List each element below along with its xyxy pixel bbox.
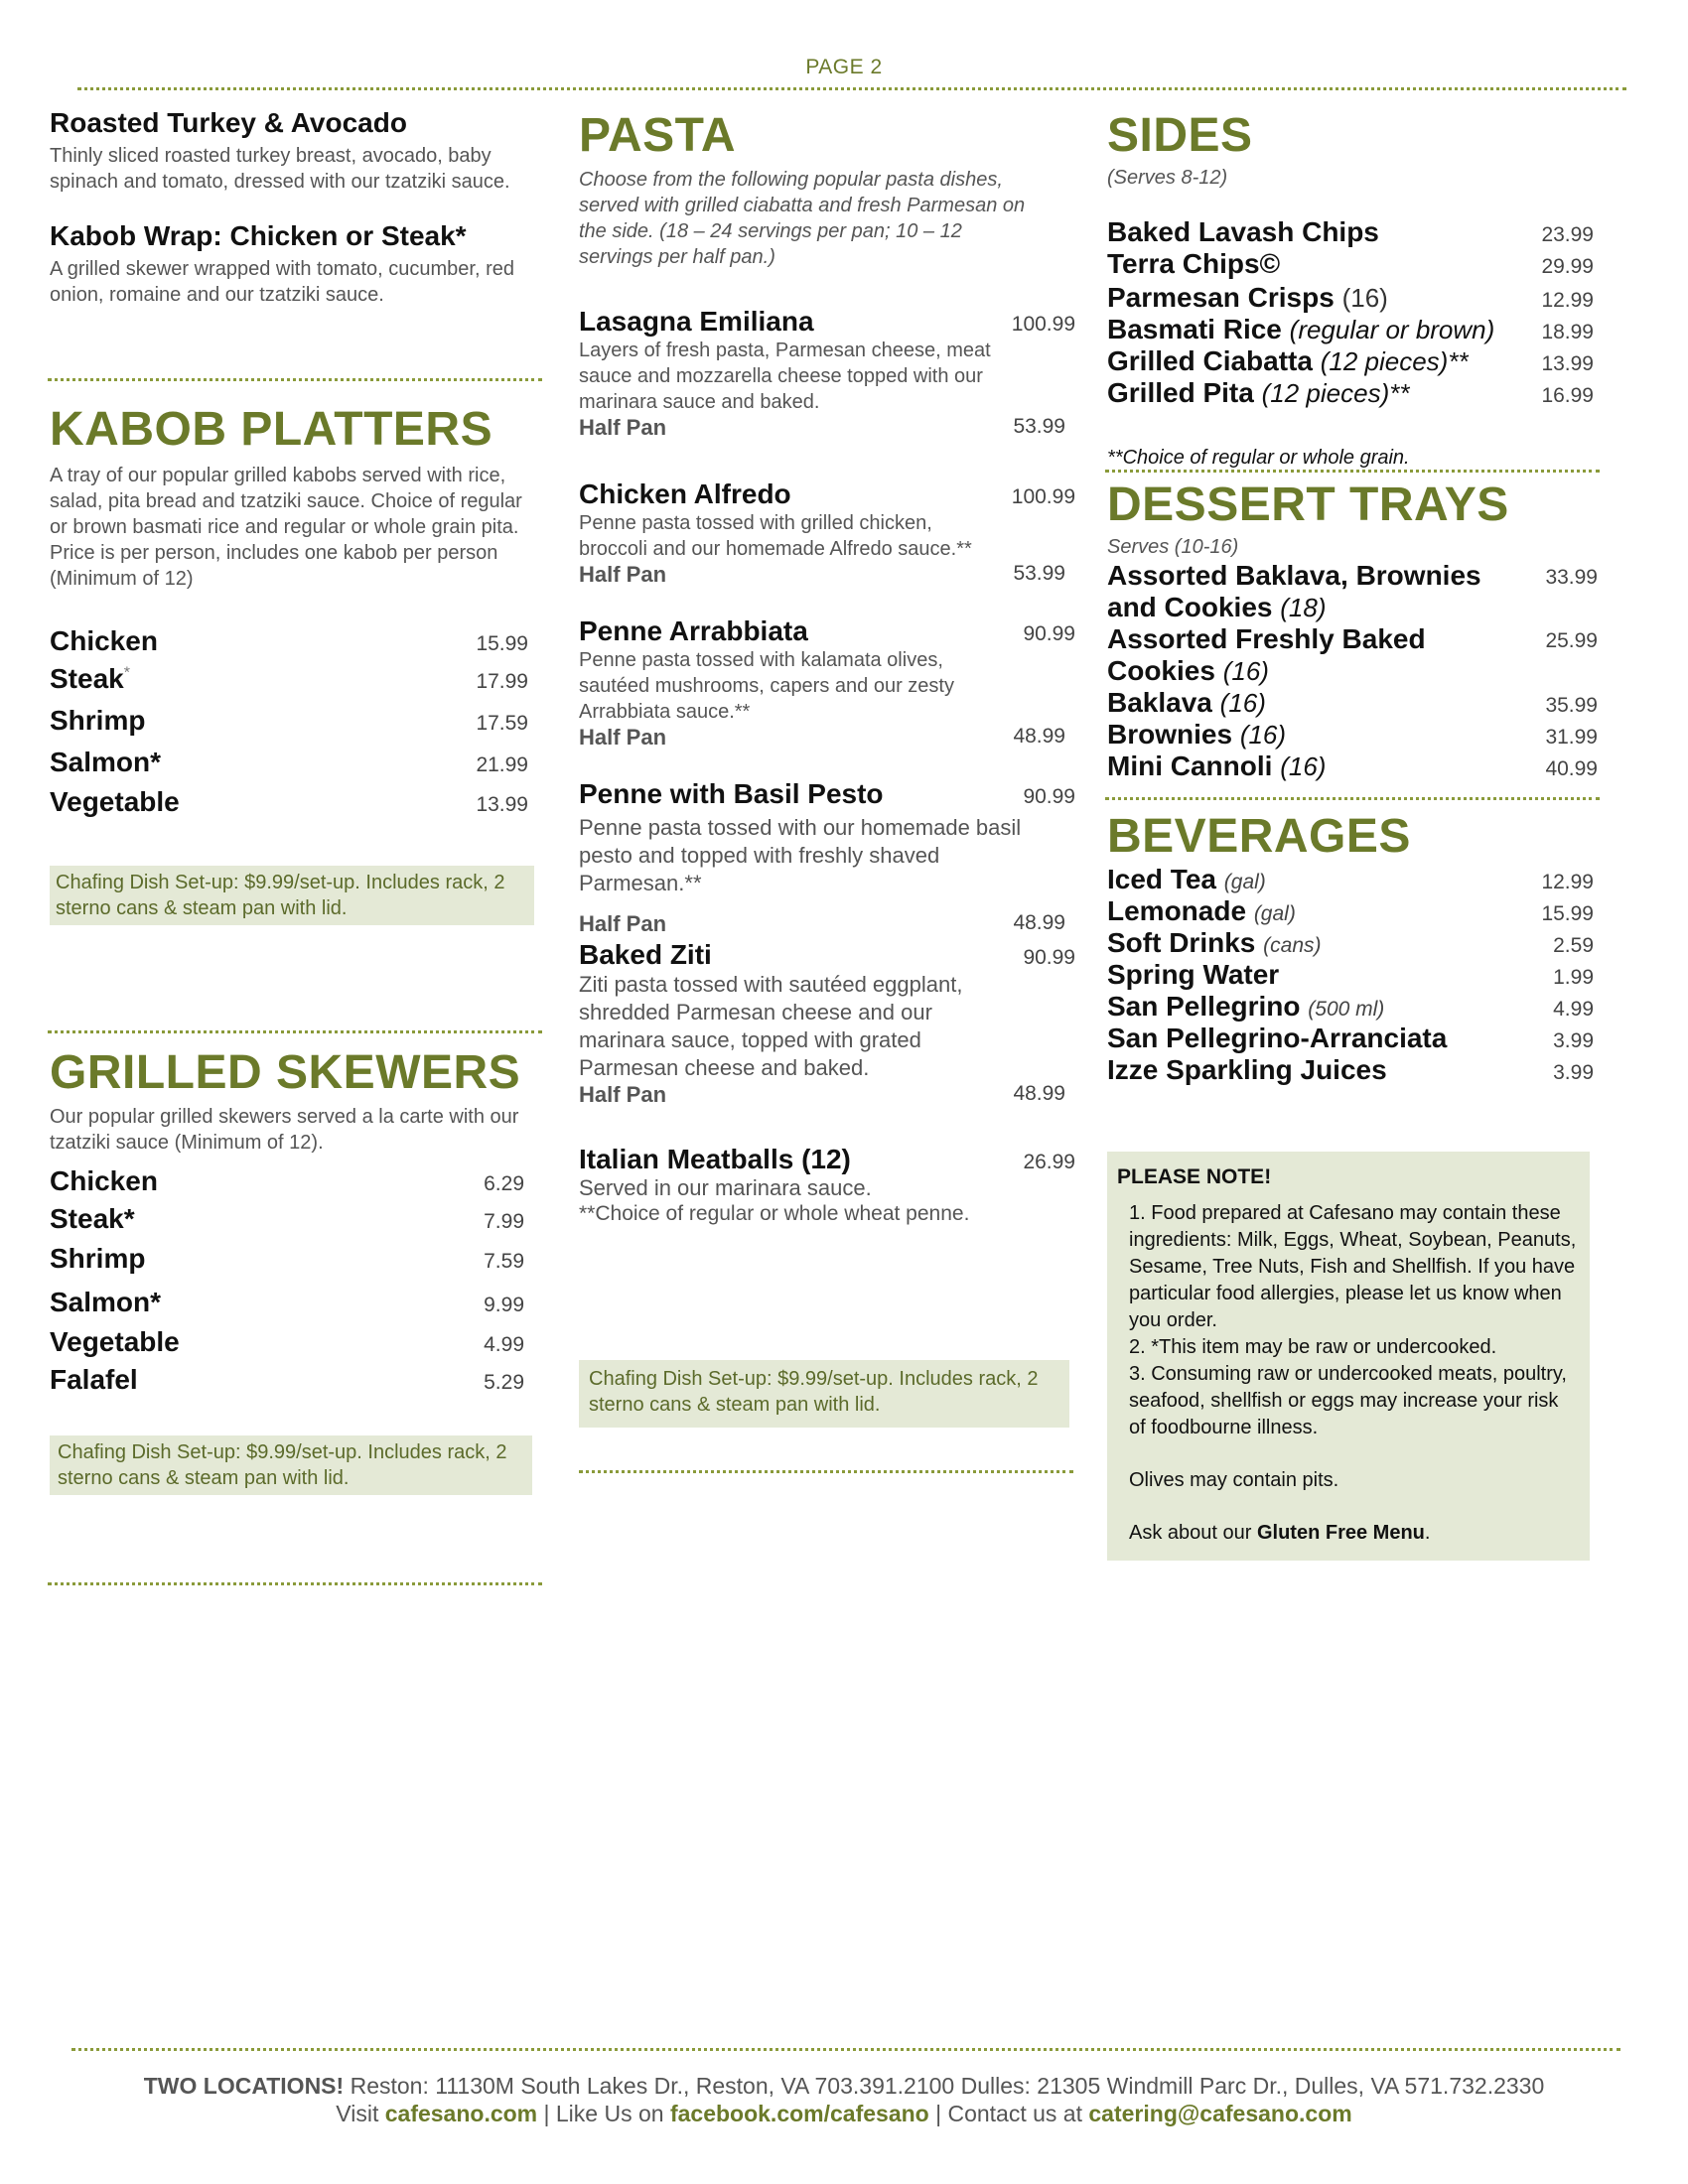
note-line: 2. *This item may be raw or undercooked. xyxy=(1129,1336,1497,1358)
choice-note: **Choice of regular or whole grain. xyxy=(1107,447,1410,469)
item-price: 17.59 xyxy=(476,712,528,735)
item-name: Penne with Basil Pesto xyxy=(579,778,884,809)
item-name: Shrimp xyxy=(50,1243,146,1274)
gluten-note xyxy=(1117,1520,1580,1547)
item-name: Baklava xyxy=(1107,687,1212,718)
item-desc: Penne pasta tossed with grilled chicken, broccoli and our homemade Alfredo sauce.** xyxy=(579,512,972,560)
column-left xyxy=(50,107,538,308)
menu-item xyxy=(1107,282,1594,314)
menu-item xyxy=(1107,377,1594,409)
menu-item xyxy=(50,663,528,705)
item-name: Assorted Baklava, Brownies and Cookies xyxy=(1107,560,1481,622)
menu-item xyxy=(1107,216,1594,248)
item-qualifier: (16) xyxy=(1239,720,1287,750)
website-link[interactable]: cafesano.com xyxy=(384,2101,538,2126)
gluten-post: . xyxy=(1424,1522,1431,1544)
half-pan-label: Half Pan xyxy=(579,911,667,936)
please-note-box xyxy=(1107,1152,1590,1561)
menu-item xyxy=(1107,1023,1594,1054)
section-divider xyxy=(48,378,542,381)
footer-sep: | Like Us on xyxy=(537,2101,670,2126)
menu-item xyxy=(1107,927,1594,959)
section-divider xyxy=(1105,797,1600,800)
section-desc: A tray of our popular grilled kabobs served with rice, salad, pita bread and tzatziki sauce. Choice of regular or brown basmati rice and regular or whole grain pita. Price is per person, includes one kabob per person (Minimum of 12) xyxy=(50,465,522,590)
serves-note: (Serves 8-12) xyxy=(1107,167,1228,189)
item-name: Chicken xyxy=(50,1165,158,1196)
half-pan-label: Half Pan xyxy=(579,725,667,750)
item-price: 4.99 xyxy=(1553,998,1594,1021)
item-price: 15.99 xyxy=(476,632,528,655)
item-name: Grilled Pita xyxy=(1107,377,1254,408)
half-pan-label: Half Pan xyxy=(579,562,667,587)
item-qualifier: (16) xyxy=(1222,656,1269,686)
item-name: Penne Arrabbiata xyxy=(579,615,808,646)
item-price: 12.99 xyxy=(1541,289,1594,312)
item-name: Salmon* xyxy=(50,1287,162,1317)
item-desc: Layers of fresh pasta, Parmesan cheese, meat sauce and mozzarella cheese topped with our marinara sauce and baked. xyxy=(579,340,991,413)
item-name: Shrimp xyxy=(50,705,146,736)
item-name: Salmon* xyxy=(50,747,162,777)
menu-item xyxy=(50,1203,524,1243)
menu-item xyxy=(1107,719,1598,751)
menu-item xyxy=(50,1243,524,1287)
item-name: Steak* xyxy=(50,1203,135,1234)
gluten-pre: Ask about our xyxy=(1129,1522,1257,1544)
item-desc: Served in our marinara sauce. xyxy=(579,1175,872,1200)
note-heading: PLEASE NOTE! xyxy=(1117,1165,1272,1188)
item-name: Chicken xyxy=(50,625,158,656)
item-price: 17.99 xyxy=(476,670,528,693)
menu-item xyxy=(1107,345,1594,377)
item-price: 23.99 xyxy=(1541,223,1594,246)
item-name: Vegetable xyxy=(50,1326,180,1357)
footer-locations xyxy=(0,2073,1688,2100)
item-price: 29.99 xyxy=(1541,255,1594,278)
raw-mark: * xyxy=(123,664,130,682)
wrap-item xyxy=(50,107,538,195)
item-price: 40.99 xyxy=(1545,757,1598,780)
item-desc: Ziti pasta tossed with sautéed eggplant, shredded Parmesan cheese and our marinara sauce, topped with grated Parmesan cheese and baked. xyxy=(579,972,963,1080)
item-price: 9.99 xyxy=(484,1294,524,1316)
item-price: 13.99 xyxy=(476,793,528,816)
menu-item xyxy=(1107,248,1594,282)
item-name: Vegetable xyxy=(50,786,180,817)
item-name: Parmesan Crisps xyxy=(1107,282,1335,313)
half-pan-price: 48.99 xyxy=(1013,1082,1065,1105)
item-price: 3.99 xyxy=(1553,1029,1594,1052)
item-name: Lemonade xyxy=(1107,895,1247,926)
footer-sep: | Contact us at xyxy=(928,2101,1089,2126)
item-price: 26.99 xyxy=(1023,1151,1075,1173)
note-line: 1. Food prepared at Cafesano may contain these ingredients: Milk, Eggs, Wheat, Soybean, Peanuts, Sesame, Tree Nuts, Fish and Shellfish. If you have particular food allergies, please let us know when you order. xyxy=(1129,1202,1577,1331)
item-name: Lasagna Emiliana xyxy=(579,306,814,337)
wrap-desc: Thinly sliced roasted turkey breast, avocado, baby spinach and tomato, dressed with our tzatziki sauce. xyxy=(50,145,510,193)
section-heading: PASTA xyxy=(579,109,737,162)
pasta-item xyxy=(579,615,1075,751)
item-price: 3.99 xyxy=(1553,1061,1594,1084)
menu-item xyxy=(50,747,528,786)
item-name: Falafel xyxy=(50,1364,138,1395)
item-name: Baked Ziti xyxy=(579,939,712,970)
email-link[interactable]: catering@cafesano.com xyxy=(1088,2101,1352,2126)
section-heading: SIDES xyxy=(1107,109,1253,162)
menu-item xyxy=(1107,895,1594,927)
half-pan-price: 53.99 xyxy=(1013,562,1065,585)
item-desc: Penne pasta tossed with kalamata olives, sautéed mushrooms, capers and our zesty Arrabbiata sauce.** xyxy=(579,649,954,723)
item-qualifier: (cans) xyxy=(1263,934,1322,957)
item-qualifier: (18) xyxy=(1280,593,1327,622)
item-price: 4.99 xyxy=(484,1333,524,1356)
dessert-trays-section xyxy=(1107,478,1599,782)
menu-item xyxy=(1107,864,1594,895)
section-heading: BEVERAGES xyxy=(1107,810,1411,863)
kabob-platters-section xyxy=(50,403,538,925)
item-name: Mini Cannoli xyxy=(1107,751,1273,781)
section-heading: GRILLED SKEWERS xyxy=(50,1046,521,1099)
section-heading: KABOB PLATTERS xyxy=(50,403,493,456)
chafing-note: Chafing Dish Set-up: $9.99/set-up. Includes rack, 2 sterno cans & steam pan with lid. xyxy=(50,1435,532,1495)
gluten-free-menu: Gluten Free Menu xyxy=(1256,1522,1425,1544)
item-qualifier: (regular or brown) xyxy=(1289,315,1495,344)
menu-item xyxy=(1107,314,1594,345)
menu-item xyxy=(50,705,528,747)
choice-note: **Choice of regular or whole wheat penne. xyxy=(579,1202,970,1225)
item-price: 1.99 xyxy=(1553,966,1594,989)
half-pan-price: 48.99 xyxy=(1013,911,1065,934)
locations-label: TWO LOCATIONS! xyxy=(143,2073,345,2099)
menu-item xyxy=(1107,751,1598,782)
footer-contacts xyxy=(0,2101,1688,2127)
menu-item xyxy=(1107,687,1598,719)
item-name: Basmati Rice xyxy=(1107,314,1282,344)
pasta-item xyxy=(579,306,1075,441)
item-qualifier: (gal) xyxy=(1253,902,1296,925)
item-name: San Pellegrino-Arranciata xyxy=(1107,1023,1448,1053)
item-price: 18.99 xyxy=(1541,321,1594,343)
section-divider xyxy=(579,1470,1073,1473)
wrap-title: Roasted Turkey & Avocado xyxy=(50,107,407,138)
half-pan-label: Half Pan xyxy=(579,415,667,440)
menu-item xyxy=(50,1364,524,1402)
note-line: 3. Consuming raw or undercooked meats, poultry, seafood, shellfish or eggs may increase your risk of foodbourne illness. xyxy=(1129,1363,1567,1438)
pasta-item xyxy=(579,478,1075,588)
item-price: 90.99 xyxy=(1023,785,1075,808)
menu-item xyxy=(1107,1054,1594,1086)
menu-item xyxy=(1107,991,1594,1023)
item-qualifier: (gal) xyxy=(1223,871,1266,893)
pasta-item xyxy=(579,778,1075,937)
item-qualifier: (12 pieces)** xyxy=(1320,346,1469,376)
half-pan-price: 48.99 xyxy=(1013,725,1065,748)
item-price: 12.99 xyxy=(1541,871,1594,893)
item-price: 100.99 xyxy=(1011,313,1075,336)
serves-note: Serves (10-16) xyxy=(1107,536,1239,558)
item-name: Soft Drinks xyxy=(1107,927,1256,958)
section-desc: Choose from the following popular pasta dishes, served with grilled ciabatta and fresh Parmesan on the side. (18 – 24 servings per pan; 10 – 12 servings per half pan.) xyxy=(579,169,1026,268)
half-pan-label: Half Pan xyxy=(579,1082,667,1107)
item-name: Assorted Freshly Baked Cookies xyxy=(1107,623,1426,686)
item-name: Izze Sparkling Juices xyxy=(1107,1054,1387,1085)
item-price: 13.99 xyxy=(1541,352,1594,375)
section-divider xyxy=(48,1582,542,1585)
olives-note: Olives may contain pits. xyxy=(1129,1469,1339,1491)
section-heading: DESSERT TRAYS xyxy=(1107,478,1509,531)
footer-divider xyxy=(71,2048,1620,2051)
item-price: 7.99 xyxy=(484,1210,524,1233)
menu-item xyxy=(1107,959,1594,991)
menu-item xyxy=(50,1165,524,1203)
pasta-item xyxy=(579,1144,1075,1227)
top-divider xyxy=(77,87,1626,90)
menu-item xyxy=(50,1287,524,1326)
menu-item xyxy=(1107,560,1598,623)
sides-section xyxy=(1107,109,1599,471)
item-price: 6.29 xyxy=(484,1172,524,1195)
item-price: 33.99 xyxy=(1545,566,1598,589)
wrap-desc: A grilled skewer wrapped with tomato, cucumber, red onion, romaine and our tzatziki sauce. xyxy=(50,258,514,306)
item-price: 100.99 xyxy=(1011,485,1075,508)
item-name: Chicken Alfredo xyxy=(579,478,791,509)
item-qualifier: (16) xyxy=(1219,688,1266,718)
pasta-item xyxy=(579,939,1075,1108)
item-price: 90.99 xyxy=(1023,946,1075,969)
visit-text: Visit xyxy=(336,2101,385,2126)
item-name: Spring Water xyxy=(1107,959,1280,990)
item-name: Baked Lavash Chips xyxy=(1107,216,1379,247)
menu-item xyxy=(1107,623,1598,687)
item-price: 16.99 xyxy=(1541,384,1594,407)
item-qualifier: (16) xyxy=(1341,283,1388,313)
menu-item xyxy=(50,625,528,663)
menu-item xyxy=(50,786,528,826)
facebook-link[interactable]: facebook.com/cafesano xyxy=(669,2101,929,2126)
item-price: 5.29 xyxy=(484,1371,524,1394)
locations-text: Reston: 11130M South Lakes Dr., Reston, VA 703.391.2100 Dulles: 21305 Windmill Parc Dr., Dulles, VA 571.732.2330 xyxy=(344,2073,1545,2099)
item-price: 31.99 xyxy=(1545,726,1598,749)
page-label: PAGE 2 xyxy=(805,56,883,78)
section-divider xyxy=(1105,470,1600,473)
section-divider xyxy=(48,1030,542,1033)
item-price: 25.99 xyxy=(1545,629,1598,652)
pasta-section xyxy=(579,109,1077,1428)
item-name: Grilled Ciabatta xyxy=(1107,345,1321,376)
item-price: 7.59 xyxy=(484,1250,524,1273)
chafing-note: Chafing Dish Set-up: $9.99/set-up. Includes rack, 2 sterno cans & steam pan with lid. xyxy=(50,866,534,925)
chafing-note: Chafing Dish Set-up: $9.99/set-up. Includes rack, 2 sterno cans & steam pan with lid. xyxy=(579,1360,1069,1428)
menu-item xyxy=(50,1326,524,1364)
item-qualifier: (12 pieces)** xyxy=(1261,378,1410,408)
item-price: 15.99 xyxy=(1541,902,1594,925)
item-name: Brownies xyxy=(1107,719,1233,750)
half-pan-price: 53.99 xyxy=(1013,415,1065,438)
item-desc: Penne pasta tossed with our homemade basil pesto and topped with freshly shaved Parmesan.** xyxy=(579,815,1022,895)
item-name: Italian Meatballs (12) xyxy=(579,1144,851,1174)
item-qualifier: (16) xyxy=(1280,751,1327,781)
beverages-section xyxy=(1107,810,1599,1086)
item-price: 35.99 xyxy=(1545,694,1598,717)
wrap-item xyxy=(50,220,538,308)
item-name: San Pellegrino xyxy=(1107,991,1301,1022)
item-qualifier: (500 ml) xyxy=(1308,998,1385,1021)
section-desc: Our popular grilled skewers served a la carte with our tzatziki sauce (Minimum of 12). xyxy=(50,1106,519,1154)
wrap-title: Kabob Wrap: Chicken or Steak* xyxy=(50,220,467,251)
item-price: 2.59 xyxy=(1553,934,1594,957)
item-price: 21.99 xyxy=(476,753,528,776)
item-name: Steak xyxy=(50,663,124,694)
item-name: Iced Tea xyxy=(1107,864,1216,894)
grilled-skewers-section xyxy=(50,1046,538,1495)
item-name: Terra Chips© xyxy=(1107,248,1281,279)
item-price: 90.99 xyxy=(1023,622,1075,645)
